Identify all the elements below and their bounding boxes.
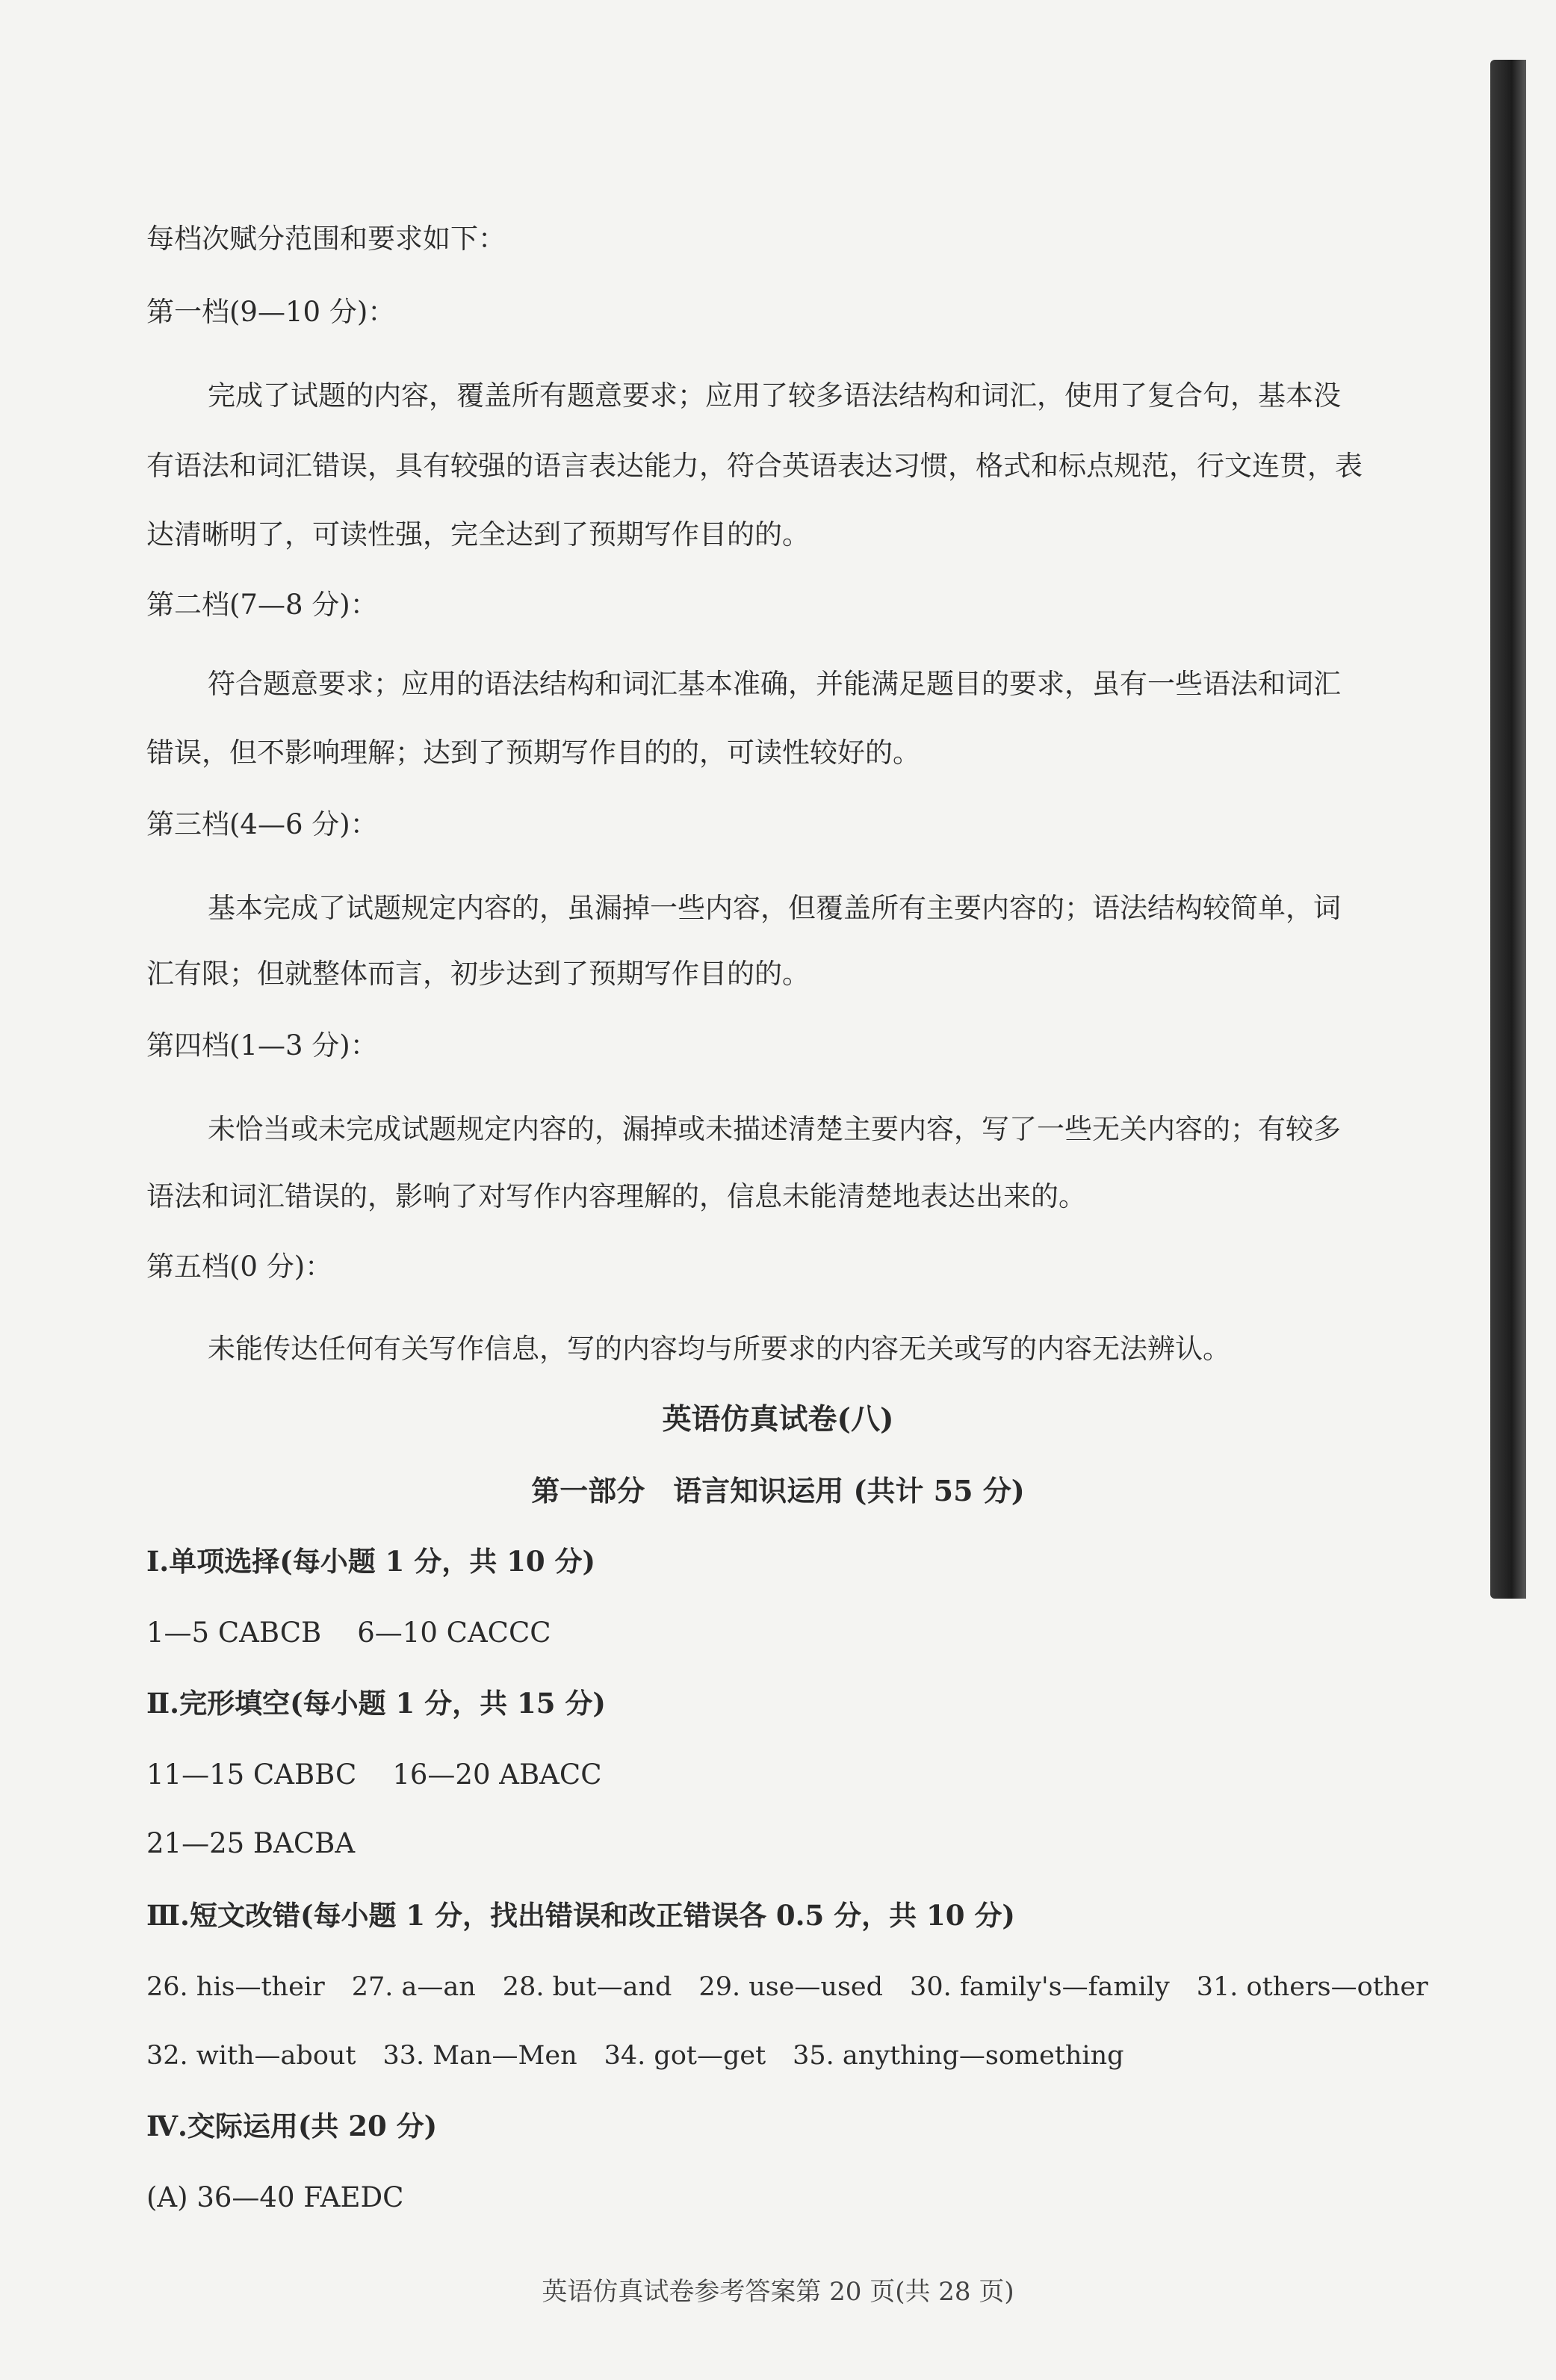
level-1-line: 达清晰明了，可读性强，完全达到了预期写作目的的。 <box>146 518 810 551</box>
level-3-title: 第三档(4—6 分)： <box>146 808 378 840</box>
correction-item: 27. a—an <box>351 1972 476 2002</box>
page-edge-shadow <box>1490 60 1526 1599</box>
correction-item: 33. Man—Men <box>382 2041 577 2071</box>
level-3-line: 汇有限；但就整体而言，初步达到了预期写作目的的。 <box>146 958 810 990</box>
answer-group: 1—5 CABCB <box>146 1617 322 1649</box>
section-3-heading: Ⅲ.短文改错(每小题 1 分，找出错误和改正错误各 0.5 分，共 10 分) <box>146 1899 1015 1932</box>
correction-item: 34. got—get <box>604 2041 766 2071</box>
section-1-heading: Ⅰ.单项选择(每小题 1 分，共 10 分) <box>146 1545 595 1578</box>
section-3-answers-row2 <box>146 2038 1124 2074</box>
level-5-line: 未能传达任何有关写作信息，写的内容均与所要求的内容无关或写的内容无法辨认。 <box>208 1333 1230 1365</box>
section-2-heading: Ⅱ.完形填空(每小题 1 分，共 15 分) <box>146 1687 606 1720</box>
part-title: 第一部分 语言知识运用 (共计 55 分) <box>531 1474 1025 1507</box>
level-1-line: 完成了试题的内容，覆盖所有题意要求；应用了较多语法结构和词汇，使用了复合句，基本没 <box>208 379 1341 412</box>
page-footer: 英语仿真试卷参考答案第 20 页(共 28 页) <box>542 2277 1014 2307</box>
correction-item: 31. others—other <box>1196 1972 1428 2002</box>
level-4-title: 第四档(1—3 分)： <box>146 1029 378 1062</box>
section-2-answers-row1 <box>146 1757 638 1793</box>
level-4-line: 语法和词汇错误的，影响了对写作内容理解的，信息未能清楚地表达出来的。 <box>146 1180 1086 1212</box>
level-1-title: 第一档(9—10 分)： <box>146 296 396 328</box>
level-3-line: 基本完成了试题规定内容的，虽漏掉一些内容，但覆盖所有主要内容的；语法结构较简单，词 <box>208 892 1341 924</box>
level-5-title: 第五档(0 分)： <box>146 1251 333 1283</box>
answer-group: 21—25 BACBA <box>146 1827 356 1859</box>
answer-group: 11—15 CABBC <box>146 1758 357 1791</box>
answer-group: 6—10 CACCC <box>357 1617 551 1649</box>
section-4-heading: Ⅳ.交际运用(共 20 分) <box>146 2110 438 2142</box>
level-2-title: 第二档(7—8 分)： <box>146 589 378 621</box>
correction-item: 30. family's—family <box>910 1972 1170 2002</box>
level-4-line: 未恰当或未完成试题规定内容的，漏掉或未描述清楚主要内容，写了一些无关内容的；有较多 <box>208 1113 1341 1145</box>
correction-item: 26. his—their <box>146 1972 325 2002</box>
level-1-line: 有语法和词汇错误，具有较强的语言表达能力，符合英语表达习惯，格式和标点规范，行文连贯，表 <box>146 450 1363 482</box>
answer-group: 16—20 ABACC <box>392 1758 602 1791</box>
section-3-answers-row1 <box>146 1969 1428 2005</box>
section-4-answers: (A) 36—40 FAEDC <box>146 2181 404 2213</box>
correction-item: 29. use—used <box>698 1972 884 2002</box>
correction-item: 32. with—about <box>146 2041 356 2071</box>
level-2-line: 错误，但不影响理解；达到了预期写作目的的，可读性较好的。 <box>146 737 920 769</box>
section-1-answers <box>146 1615 587 1651</box>
paper-title: 英语仿真试卷(八) <box>662 1402 894 1437</box>
section-2-answers-row2 <box>146 1826 391 1862</box>
intro-text: 每档次赋分范围和要求如下： <box>146 223 506 255</box>
correction-item: 35. anything—something <box>793 2041 1124 2071</box>
level-2-line: 符合题意要求；应用的语法结构和词汇基本准确，并能满足题目的要求，虽有一些语法和词汇 <box>208 668 1341 700</box>
correction-item: 28. but—and <box>502 1972 672 2002</box>
